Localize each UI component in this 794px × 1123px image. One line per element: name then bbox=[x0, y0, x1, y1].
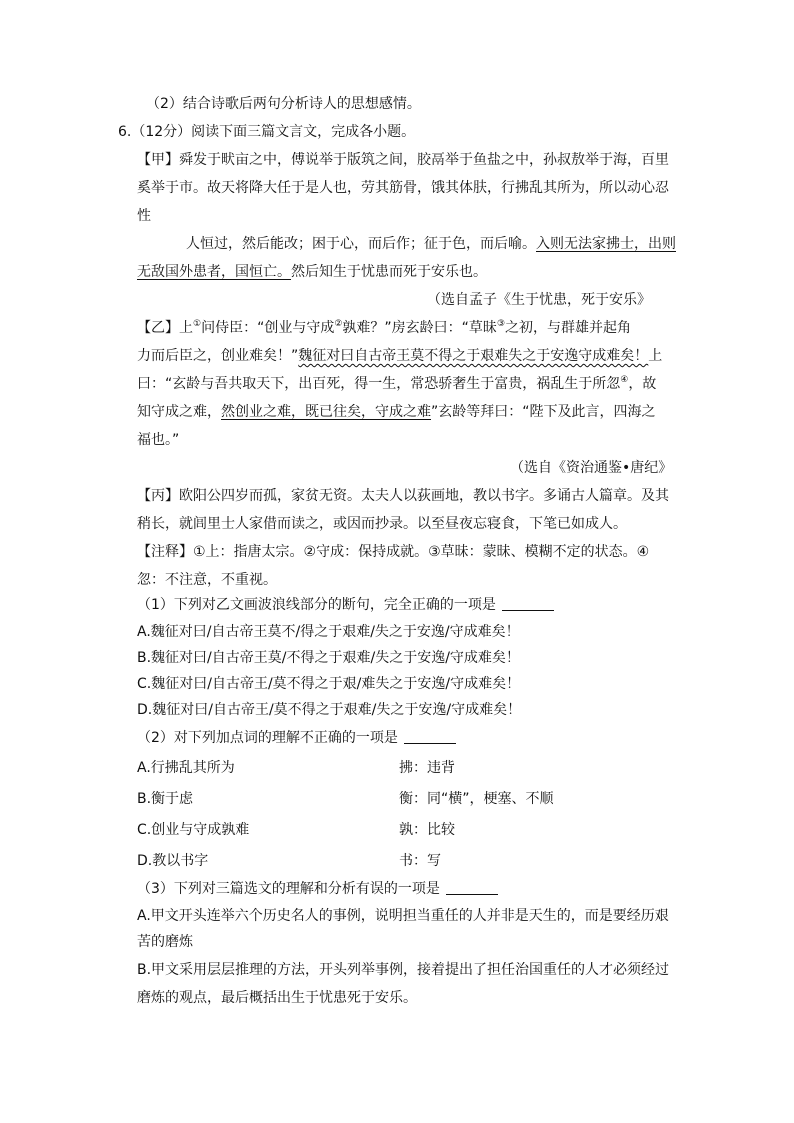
yi-line-4-a: 知守成之难， bbox=[137, 404, 221, 420]
sub2-option-c-right: 孰：比较 bbox=[399, 822, 455, 838]
sub1-option-b: B.魏征对曰/自古帝王莫/不得之于艰难/失之于安逸/守成难矣！ bbox=[137, 650, 520, 666]
q5-part2: （2）结合诗歌后两句分析诗人的思想感情。 bbox=[146, 96, 421, 112]
sub1-stem-text: （1）下列对乙文画波浪线部分的断句，完全正确的一项是 bbox=[137, 597, 496, 613]
sub1-option-a: A.魏征对曰/自古帝王莫不/得之于艰难/失之于安逸/守成难矣！ bbox=[137, 624, 520, 640]
note-ref-1: ① bbox=[193, 319, 202, 329]
yi-line-4-b: ”玄龄等拜曰：“陛下及此言，四海之 bbox=[431, 404, 656, 420]
sub3-stem bbox=[137, 879, 498, 899]
yi-line-1-d: 之初，与群雄并起角 bbox=[505, 320, 632, 336]
sub2-stem-text: （2）对下列加点词的理解不正确的一项是 bbox=[137, 730, 398, 746]
jia-line-4 bbox=[186, 234, 676, 254]
yi-line-2 bbox=[137, 346, 662, 366]
jia-line-2: 奚举于市。故天将降大任于是人也，劳其筋骨，饿其体肤，行拂乱其所为，所以动心忍 bbox=[137, 180, 669, 196]
jia-line-1: 【甲】舜发于畎亩之中，傅说举于版筑之间，胶鬲举于鱼盐之中，孙叔敖举于海，百里 bbox=[137, 152, 669, 168]
sub1-stem bbox=[137, 595, 554, 615]
sub2-option-b-left: B.衡于虑 bbox=[137, 791, 194, 807]
yi-line-1 bbox=[137, 318, 631, 338]
sub3-option-b-line-1: B.甲文采用层层推理的方法，开头列举事例，接着提出了担任治国重任的人才必须经过 bbox=[137, 962, 670, 978]
answer-blank[interactable] bbox=[404, 729, 456, 744]
jia-line-5 bbox=[137, 262, 487, 282]
sub3-option-a-line-2: 苦的磨炼 bbox=[137, 934, 193, 950]
yi-underlined: 然创业之难，既已往矣，守成之难 bbox=[221, 404, 431, 420]
answer-blank[interactable] bbox=[446, 880, 498, 895]
sub3-stem-text: （3）下列对三篇选文的理解和分析有误的一项是 bbox=[137, 881, 440, 897]
sub2-option-d-right: 书：写 bbox=[399, 853, 441, 869]
sub2-stem bbox=[137, 728, 456, 748]
sub1-option-c: C.魏征对曰/自古帝王/莫不得之于艰/难失之于安逸/守成难矣！ bbox=[137, 676, 521, 692]
jia-source: （选自孟子《生于忧患，死于安乐》 bbox=[427, 292, 651, 308]
jia-line-5-plain: 然后知生于忧患而死于安乐也。 bbox=[291, 264, 487, 280]
sub2-option-c-left: C.创业与守成孰难 bbox=[137, 822, 250, 838]
yi-line-4 bbox=[137, 402, 656, 422]
sub2-option-a-right: 拂：违背 bbox=[399, 760, 455, 776]
q6-header: 6.（12分）阅读下面三篇文言文，完成各小题。 bbox=[118, 124, 416, 140]
note-ref-3: ③ bbox=[496, 319, 506, 329]
bing-line-2: 稍长，就闾里士人家借而读之，或因而抄录。以至昼夜忘寝食，下笔已如成人。 bbox=[137, 516, 627, 532]
sub2-option-a-left: A.行拂乱其所为 bbox=[137, 760, 235, 776]
yi-line-2-b: 上 bbox=[648, 348, 663, 364]
answer-blank[interactable] bbox=[502, 596, 554, 611]
bing-line-1: 【丙】欧阳公四岁而孤，家贫无资。太夫人以荻画地，教以书字。多诵古人篇章。及其 bbox=[137, 488, 669, 504]
sub3-option-a-line-1: A.甲文开头连举六个历史名人的事例，说明担当重任的人并非是天生的，而是要经历艰 bbox=[137, 908, 669, 924]
sub3-option-b-line-2: 磨炼的观点，最后概括出生于忧患死于安乐。 bbox=[137, 990, 417, 1006]
jia-line-3: 性 bbox=[137, 208, 151, 224]
yi-source: （选自《资治通鉴•唐纪》 bbox=[510, 460, 673, 476]
jia-underlined-1: 入则无法家拂士，出则 bbox=[536, 236, 676, 252]
jia-underlined-2: 无敌国外患者，国恒亡。 bbox=[137, 264, 291, 280]
note-ref-2: ② bbox=[334, 319, 343, 329]
yi-line-1-c: 孰难？”房玄龄曰：“草昧 bbox=[342, 320, 497, 336]
sub2-option-d-left: D.教以书字 bbox=[137, 853, 209, 869]
jia-line-4-plain: 人恒过，然后能改；困于心，而后作；征于色，而后喻。 bbox=[186, 236, 536, 252]
yi-line-1-a: 【乙】上 bbox=[137, 320, 193, 336]
notes-line-2: 忽：不注意，不重视。 bbox=[137, 572, 277, 588]
notes-line-1: 【注释】①上：指唐太宗。②守成：保持成就。③草昧：蒙昧、模糊不定的状态。④ bbox=[137, 544, 650, 560]
sub2-option-b-right: 衡：同“横”，梗塞、不顺 bbox=[399, 791, 554, 807]
yi-line-1-b: 问侍臣：“创业与守成 bbox=[201, 320, 335, 336]
note-ref-4: ④ bbox=[620, 375, 629, 385]
yi-line-3-b: ，故 bbox=[628, 376, 657, 392]
yi-line-5: 福也。” bbox=[137, 432, 180, 448]
yi-line-3 bbox=[137, 374, 656, 394]
yi-wavy-sentence: 魏征对曰自古帝王莫不得之于艰难失之于安逸守成难矣！ bbox=[298, 348, 649, 364]
sub1-option-d: D.魏征对曰/自古帝王/莫不得之于艰难/失之于安逸/守成难矣！ bbox=[137, 702, 522, 718]
yi-line-2-a: 力而后臣之，创业难矣！” bbox=[137, 348, 299, 364]
yi-line-3-a: 曰：“玄龄与吾共取天下，出百死，得一生，常恐骄奢生于富贵，祸乱生于所忽 bbox=[137, 376, 621, 392]
